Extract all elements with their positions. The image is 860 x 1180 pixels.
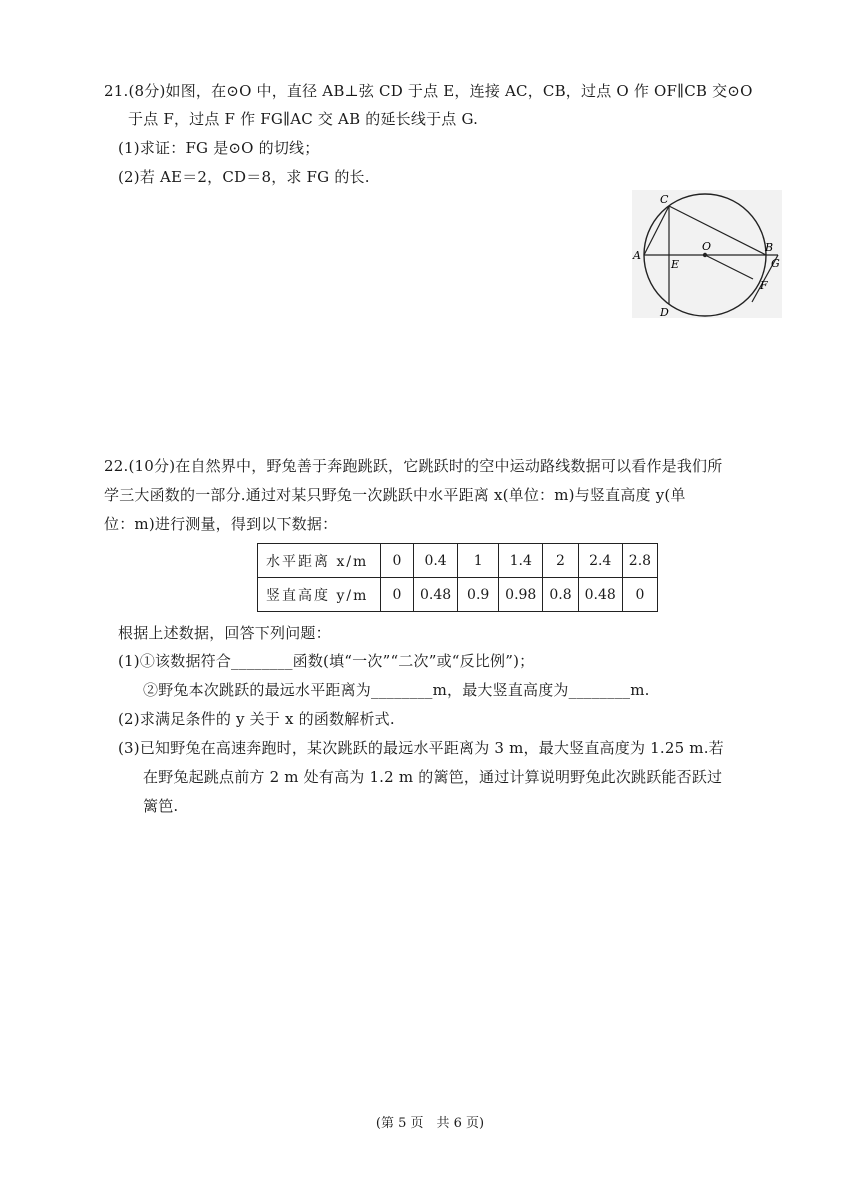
label-e: E (671, 258, 680, 271)
label-b: B (765, 241, 774, 254)
q21-stem-line2: 于点 F，过点 F 作 FG∥AC 交 AB 的延长线于点 G. (128, 110, 479, 128)
table-row-horizontal-distance (258, 544, 658, 578)
q22-intro: 根据上述数据，回答下列问题： (118, 624, 331, 642)
q21-geometry-figure (632, 190, 782, 318)
table-cell: 1.4 (499, 544, 543, 578)
q22-stem-line3: 位：m)进行测量，得到以下数据： (104, 515, 338, 533)
table-cell: 1 (458, 544, 499, 578)
q22-part3-line3: 篱笆. (143, 797, 179, 815)
label-a: A (633, 249, 641, 262)
table-cell: 0.48 (578, 578, 622, 612)
table-header-y: 竖直高度 y/m (258, 578, 381, 612)
table-cell: 2.4 (578, 544, 622, 578)
q22-stem-line2: 学三大函数的一部分.通过对某只野兔一次跳跃中水平距离 x(单位：m)与竖直高度 y(单 (104, 486, 686, 504)
table-cell: 0 (622, 578, 657, 612)
q22-part2: (2)求满足条件的 y 关于 x 的函数解析式. (118, 710, 395, 728)
q22-part3-line2: 在野兔起跳点前方 2 m 处有高为 1.2 m 的篱笆，通过计算说明野兔此次跳跃能否跃过 (143, 768, 723, 786)
table-header-x: 水平距离 x/m (258, 544, 381, 578)
table-cell: 0.4 (414, 544, 458, 578)
circle-diagram (632, 190, 782, 318)
label-c: C (660, 193, 669, 206)
page-footer: (第 5 页 共 6 页) (375, 1116, 485, 1131)
label-d: D (660, 306, 669, 318)
q22-part1-b: ②野兔本次跳跃的最远水平距离为________m，最大竖直高度为________m. (143, 681, 650, 699)
center-point-o (703, 253, 707, 257)
q22-data-table (257, 543, 658, 612)
table-cell: 2 (543, 544, 578, 578)
table-row-vertical-height (258, 578, 658, 612)
table-cell: 0.98 (499, 578, 543, 612)
q21-part2: (2)若 AE＝2，CD＝8，求 FG 的长. (118, 168, 370, 186)
label-f: F (760, 279, 768, 292)
table-cell: 0.8 (543, 578, 578, 612)
q22-part1-a: (1)①该数据符合________函数(填“一次”“二次”或“反比例”)； (118, 652, 535, 670)
table-cell: 2.8 (622, 544, 657, 578)
label-o: O (702, 240, 712, 253)
label-g: G (771, 257, 780, 270)
table-cell: 0.48 (414, 578, 458, 612)
q21-stem-line1: 21.(8分)如图，在⊙O 中，直径 AB⊥弦 CD 于点 E，连接 AC，CB，过点 O 作 OF∥CB 交⊙O (104, 82, 753, 100)
table-cell: 0 (381, 544, 414, 578)
q22-stem-line1: 22.(10分)在自然界中，野兔善于奔跑跳跃，它跳跃时的空中运动路线数据可以看作是我们所 (104, 457, 723, 475)
q21-part1: (1)求证：FG 是⊙O 的切线； (118, 139, 320, 157)
figure-background (632, 190, 782, 318)
table-cell: 0 (381, 578, 414, 612)
q22-part3-line1: (3)已知野兔在高速奔跑时，某次跳跃的最远水平距离为 3 m，最大竖直高度为 1.25 m.若 (118, 739, 724, 757)
table-cell: 0.9 (458, 578, 499, 612)
